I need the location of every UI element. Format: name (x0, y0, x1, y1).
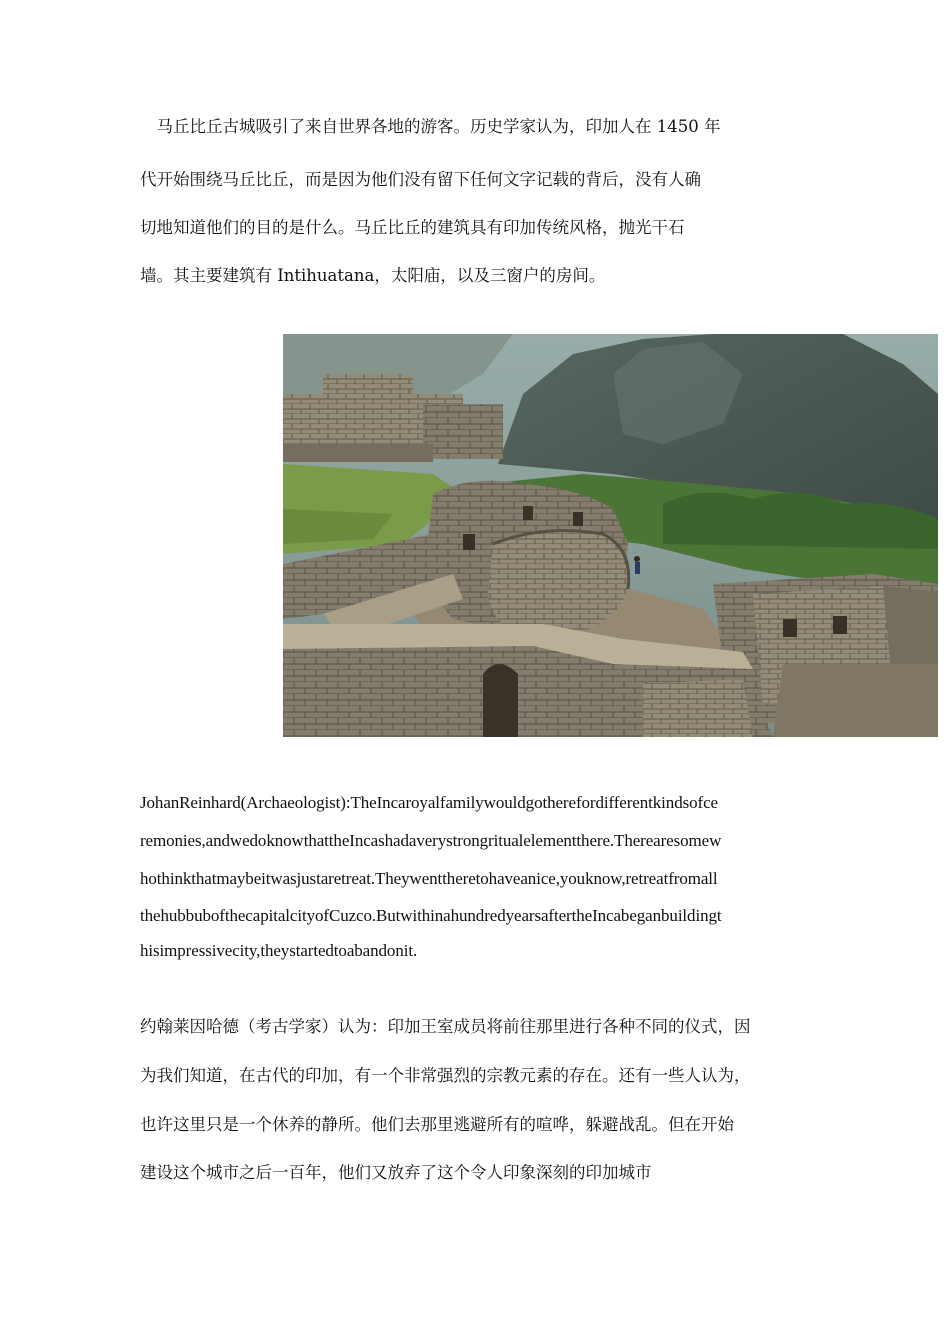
paragraph-en-line: hothinkthatmaybeitwasjustaretreat.Theywenttheretohaveanice,youknow,retreatfromall (140, 869, 718, 888)
paragraph-en-line: thehubbubofthecapitalcityofCuzco.ButwithinahundredyearsaftertheIncabeganbuildingt (140, 906, 722, 925)
paragraph-en-line: hisimpressivecity,theystartedtoabandonit. (140, 941, 418, 960)
paragraph-cn-2-line: 为我们知道，在古代的印加，有一个非常强烈的宗教元素的存在。还有一些人认为， (140, 1066, 751, 1085)
paragraph-cn-1-line: 切地知道他们的目的是什么。马丘比丘的建筑具有印加传统风格，抛光干石 (140, 218, 685, 237)
paragraph-cn-1-line: 代开始围绕马丘比丘，而是因为他们没有留下任何文字记载的背后，没有人确 (140, 170, 701, 189)
paragraph-cn-2-line: 也许这里只是一个休养的静所。他们去那里逃避所有的喧哗，躲避战乱。但在开始 (140, 1115, 734, 1134)
paragraph-en-line: JohanReinhard(Archaeologist):TheIncaroyalfamilywouldgotherefordifferentkindsofce (140, 793, 718, 812)
paragraph-cn-2-line: 约翰莱因哈德（考古学家）认为：印加王室成员将前往那里进行各种不同的仪式，因 (140, 1017, 751, 1036)
paragraph-cn-2-line: 建设这个城市之后一百年，他们又放弃了这个令人印象深刻的印加城市 (140, 1163, 652, 1182)
paragraph-en-line: remonies,andwedoknowthattheIncashadaverystrongritualelementthere.Therearesomew (140, 831, 722, 850)
paragraph-cn-1-line: 墙。其主要建筑有 Intihuatana，太阳庙，以及三窗户的房间。 (140, 266, 606, 285)
paragraph-cn-1-line: 马丘比丘古城吸引了来自世界各地的游客。历史学家认为，印加人在 1450 年 (140, 117, 721, 136)
machu-picchu-photo (283, 334, 938, 737)
